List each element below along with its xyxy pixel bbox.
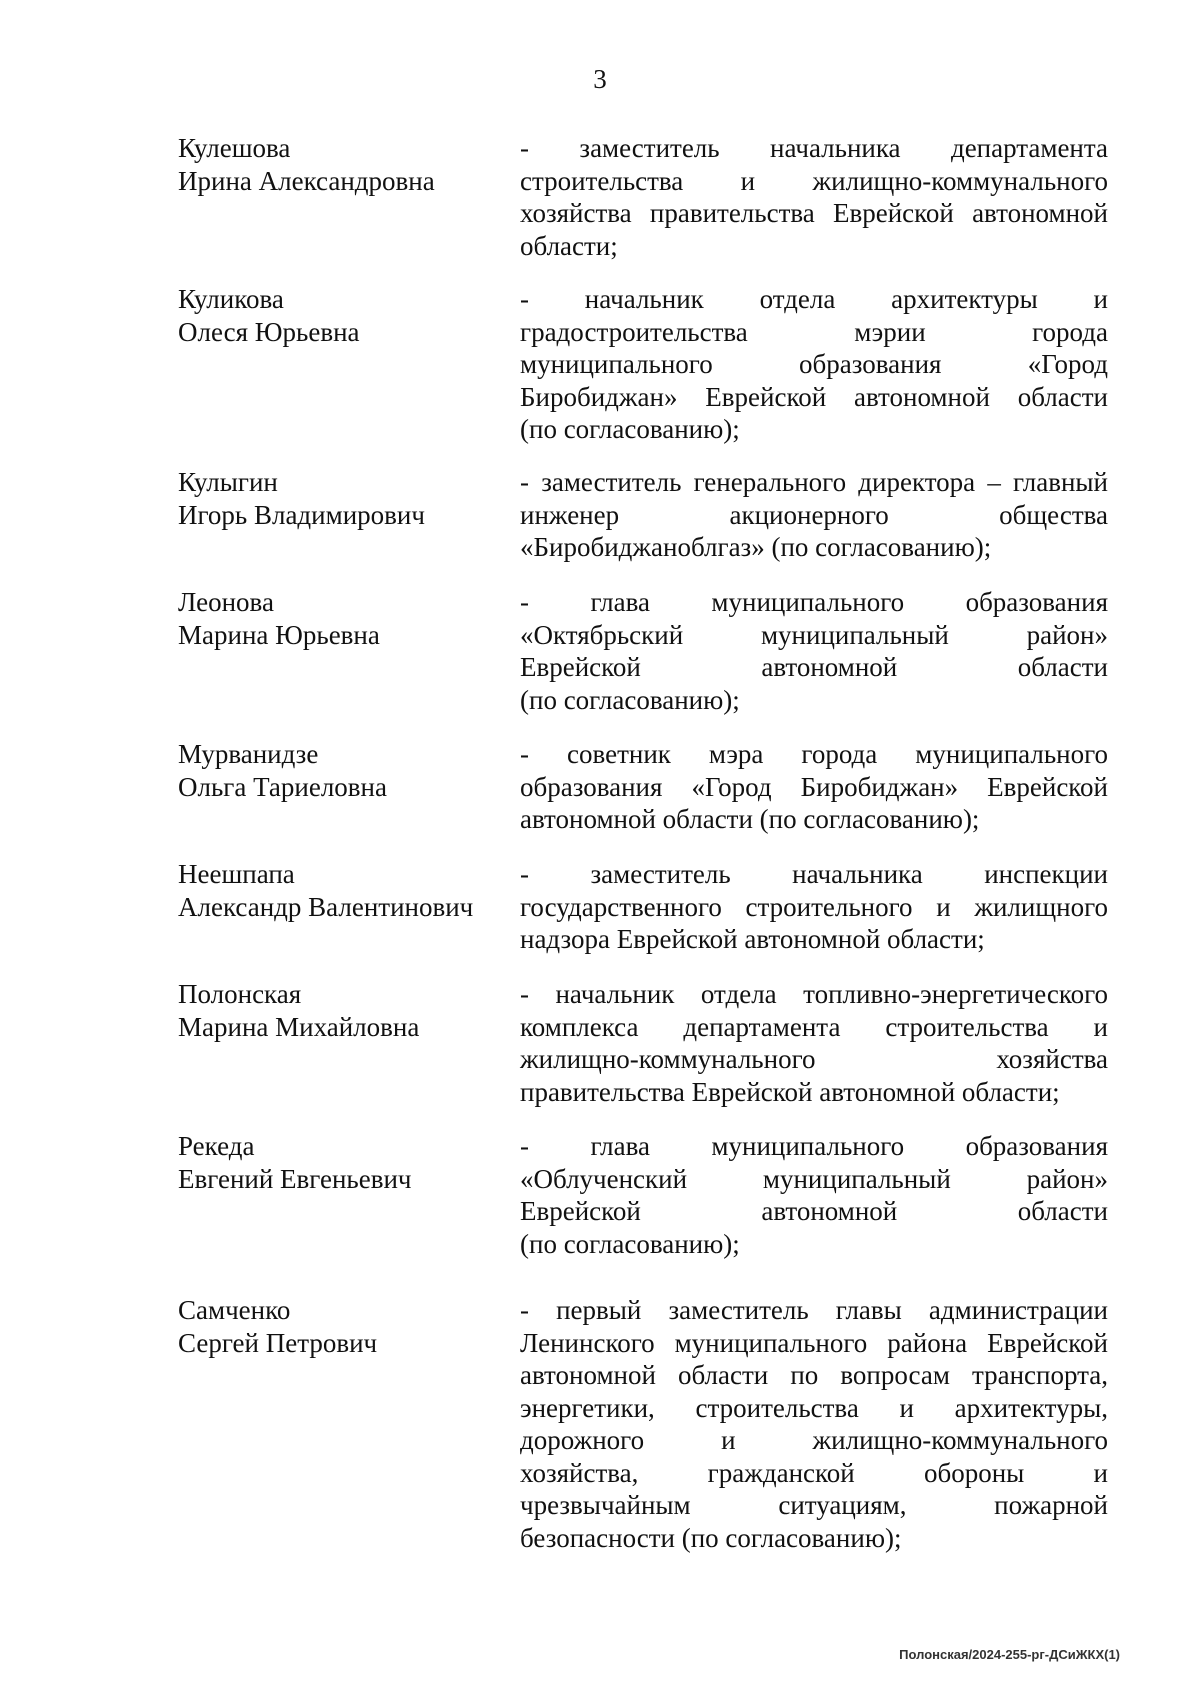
member-given-name: Олеся Юрьевна: [178, 316, 360, 347]
role-line: (по согласованию);: [520, 684, 740, 715]
member-given-name: Игорь Владимирович: [178, 499, 425, 530]
role-line: (по согласованию);: [520, 1228, 740, 1259]
role-line: - первый заместитель главы администрации: [520, 1295, 1108, 1325]
member-given-name: Ирина Александровна: [178, 165, 435, 196]
member-role: [520, 132, 1108, 262]
role-line: энергетики, строительства и архитектуры,: [520, 1392, 1108, 1423]
member-name: [178, 1294, 508, 1359]
role-line: автономной области по вопросам транспорта,: [520, 1360, 1108, 1390]
role-line: - заместитель начальника инспекции: [520, 859, 1108, 889]
role-line: государственного строительного и жилищного: [520, 891, 1108, 922]
member-role: [520, 978, 1108, 1108]
member-given-name: Александр Валентинович: [178, 891, 474, 922]
member-surname: Рекеда: [178, 1131, 255, 1161]
member-surname: Мурванидзе: [178, 739, 319, 769]
role-line: (по согласованию);: [520, 414, 740, 444]
role-line: жилищно-коммунального хозяйства: [520, 1044, 1108, 1074]
member-given-name: Сергей Петрович: [178, 1327, 378, 1358]
role-line: - начальник отдела архитектуры и: [520, 284, 1108, 314]
member-role: [520, 1130, 1108, 1260]
role-line: «Облученский муниципальный район»: [520, 1163, 1108, 1194]
member-role: [520, 466, 1108, 564]
role-line: Еврейской автономной области: [520, 1196, 1108, 1226]
role-line: безопасности (по согласованию);: [520, 1522, 902, 1553]
member-given-name: Марина Юрьевна: [178, 619, 380, 650]
member-given-name: Марина Михайловна: [178, 1011, 420, 1042]
member-name: [178, 132, 508, 197]
member-name: [178, 858, 508, 923]
member-role: [520, 738, 1108, 836]
member-surname: Куликова: [178, 284, 284, 314]
role-line: надзора Еврейской автономной области;: [520, 924, 985, 954]
role-line: правительства Еврейской автономной области;: [520, 1076, 1060, 1107]
role-line: Еврейской автономной области: [520, 652, 1108, 682]
member-given-name: Евгений Евгеньевич: [178, 1163, 412, 1194]
member-role: [520, 586, 1108, 716]
member-name: [178, 1130, 508, 1195]
role-line: автономной области (по согласованию);: [520, 804, 980, 834]
member-name: [178, 466, 508, 531]
role-line: муниципального образования «Город: [520, 349, 1108, 379]
role-line: хозяйства, гражданской обороны и: [520, 1457, 1108, 1488]
role-line: - глава муниципального образования: [520, 587, 1108, 617]
role-line: - заместитель генерального директора – главный: [520, 467, 1108, 497]
role-line: - советник мэра города муниципального: [520, 739, 1108, 769]
role-line: - глава муниципального образования: [520, 1131, 1108, 1161]
document-footer-code: Полонская/2024-255-рг-ДСиЖКХ(1): [899, 1647, 1120, 1662]
role-line: области;: [520, 230, 618, 261]
member-surname: Неешпапа: [178, 859, 295, 889]
member-name: [178, 586, 508, 651]
role-line: строительства и жилищно-коммунального: [520, 165, 1108, 196]
role-line: чрезвычайным ситуациям, пожарной: [520, 1490, 1108, 1520]
member-given-name: Ольга Тариеловна: [178, 771, 387, 802]
member-role: [520, 283, 1108, 446]
role-line: Биробиджан» Еврейской автономной области: [520, 381, 1108, 412]
role-line: градостроительства мэрии города: [520, 316, 1108, 347]
member-surname: Кулыгин: [178, 467, 278, 497]
member-surname: Самченко: [178, 1295, 291, 1325]
role-line: образования «Город Биробиджан» Еврейской: [520, 771, 1108, 802]
member-surname: Леонова: [178, 587, 274, 617]
member-role: [520, 1294, 1108, 1554]
role-line: «Биробиджаноблгаз» (по согласованию);: [520, 532, 992, 562]
role-line: дорожного и жилищно-коммунального: [520, 1425, 1108, 1455]
member-role: [520, 858, 1108, 956]
member-name: [178, 978, 508, 1043]
member-surname: Кулешова: [178, 133, 291, 163]
role-line: Ленинского муниципального района Еврейской: [520, 1327, 1108, 1358]
role-line: - начальник отдела топливно-энергетического: [520, 979, 1108, 1009]
role-line: «Октябрьский муниципальный район»: [520, 619, 1108, 650]
role-line: - заместитель начальника департамента: [520, 133, 1108, 163]
page-number: 3: [593, 64, 607, 94]
role-line: хозяйства правительства Еврейской автономной: [520, 198, 1108, 228]
member-name: [178, 738, 508, 803]
member-name: [178, 283, 508, 348]
role-line: инженер акционерного общества: [520, 499, 1108, 530]
member-surname: Полонская: [178, 979, 302, 1009]
role-line: комплекса департамента строительства и: [520, 1011, 1108, 1042]
